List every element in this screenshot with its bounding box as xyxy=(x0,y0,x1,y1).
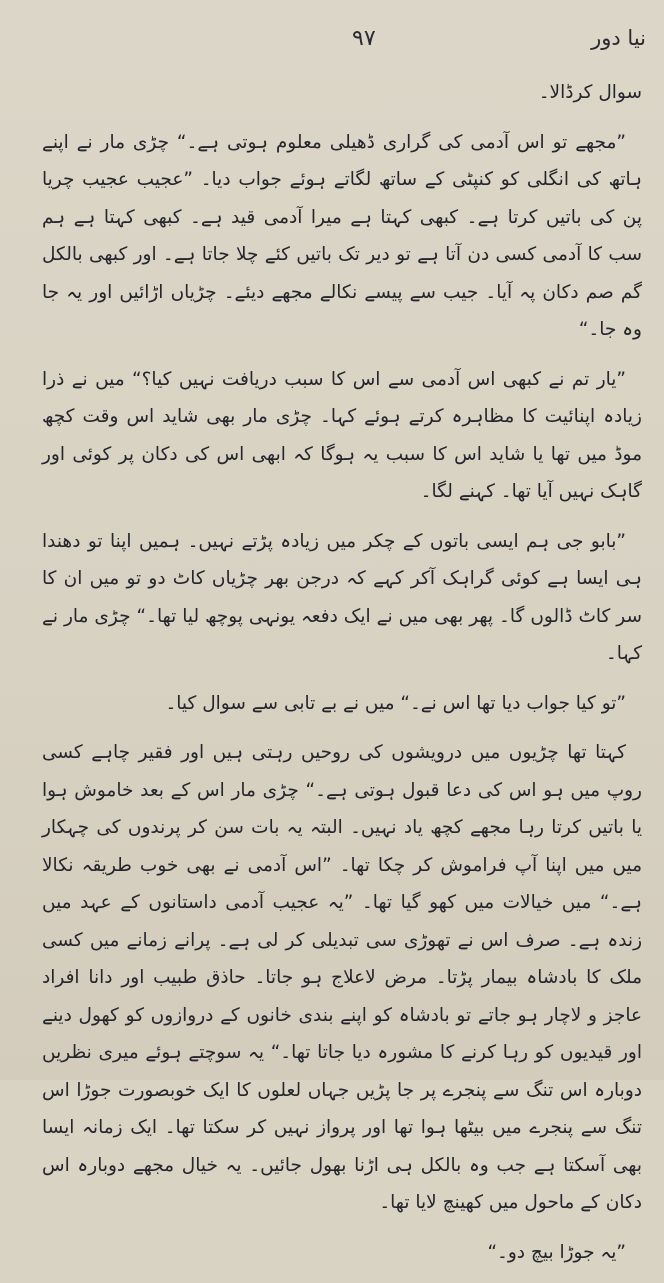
paragraph: ”یار تم نے کبھی اس آدمی سے اس کا سبب دریافت نہیں کیا؟“ میں نے ذرا زیادہ اپنائیت کا مظاہرہ کرتے ہوئے کہا۔ چڑی مار بھی شاید اس وقت کچھ موڈ میں تھا یا شاید اس کا سبب یہ ہوگا کہ ابھی اس کی دکان پر کوئی اور گاہک نہیں آیا تھا۔ کہنے لگا۔ xyxy=(42,368,642,502)
paragraph: ”مجھے تو اس آدمی کی گراری ڈھیلی معلوم ہوتی ہے۔“ چڑی مار نے اپنے ہاتھ کی انگلی کو کنپٹی کے ساتھ لگاتے ہوئے جواب دیا۔ ”عجیب عجیب چریا پن کی باتیں کرتا ہے۔ کبھی کہتا ہے میرا آدمی قید ہے۔ کبھی کہتا ہے ہم سب کا آدمی کسی دن آتا ہے تو دیر تک باتیں کئے چلا جاتا ہے۔ اور کبھی بالکل گم صم دکان پہ آیا۔ جیب سے پیسے نکالے مجھے دیئے۔ چڑیاں اڑائیں اور یہ جا وہ جا۔“ xyxy=(42,131,642,340)
paragraph: ”بابو جی ہم ایسی باتوں کے چکر میں زیادہ پڑتے نہیں۔ ہمیں اپنا تو دھندا ہی ایسا ہے کوئی گراہک آکر کہے کہ درجن بھر چڑیاں کاٹ دو تو میں ان کا سر کاٹ ڈالوں گا۔ پھر بھی میں نے ایک دفعہ یونہی پوچھ لیا تھا۔“ چڑی مار نے کہا۔ xyxy=(42,530,642,664)
paragraph: ”یہ جوڑا بیچ دو۔“ xyxy=(487,1241,626,1263)
paragraph: کہتا تھا چڑیوں میں درویشوں کی روحیں رہتی ہیں اور فقیر چاہے کسی روپ میں ہو اس کی دعا قبول ہوتی ہے۔“ چڑی مار اس کے بعد خاموش ہوا یا باتیں کرتا رہا مجھے کچھ یاد نہیں۔ البتہ یہ بات سن کر پرندوں کی چہکار میں میں اپنا آپ فراموش کر چکا تھا۔ ”اس آدمی نے بھی خوب طریقہ نکالا ہے۔“ میں خیالات میں کھو گیا تھا۔ ”یہ عجیب آدمی داستانوں کے عہد میں زندہ ہے۔ صرف اس نے تھوڑی سی تبدیلی کر لی ہے۔ پرانے زمانے میں کسی ملک کا بادشاہ بیمار پڑتا۔ مرض لاعلاج ہو جاتا۔ حاذق طبیب اور دانا افراد عاجز و لاچار ہو جاتے تو بادشاہ کو اپنے بندی خانوں کے دروازوں کو کھول دینے اور قیدیوں کو رہا کرنے کا مشورہ دیا جاتا تھا۔“ یہ سوچتے ہوئے میری نظریں دوبارہ اس تنگ سے پنجرے پر جا پڑیں جہاں لعلوں کا ایک خوبصورت جوڑا اس تنگ سے پنجرے میں بیٹھا ہوا تھا اور پرواز نہیں کر سکتا تھا۔ ایک زمانہ ایسا بھی آسکتا ہے جب وہ بالکل ہی اڑنا بھول جائیں۔ یہ خیال مجھے دوبارہ اس دکان کے ماحول میں کھینچ لایا تھا۔ xyxy=(42,742,642,1213)
page-header xyxy=(0,26,664,60)
paragraph: ”تو کیا جواب دیا تھا اس نے۔“ میں نے بے تابی سے سوال کیا۔ xyxy=(165,692,626,714)
body-text xyxy=(42,74,642,1283)
page-number: ۹۷ xyxy=(352,26,376,51)
running-title: نیا دور xyxy=(591,26,646,50)
paragraph: سوال کرڈالا۔ xyxy=(538,82,642,103)
